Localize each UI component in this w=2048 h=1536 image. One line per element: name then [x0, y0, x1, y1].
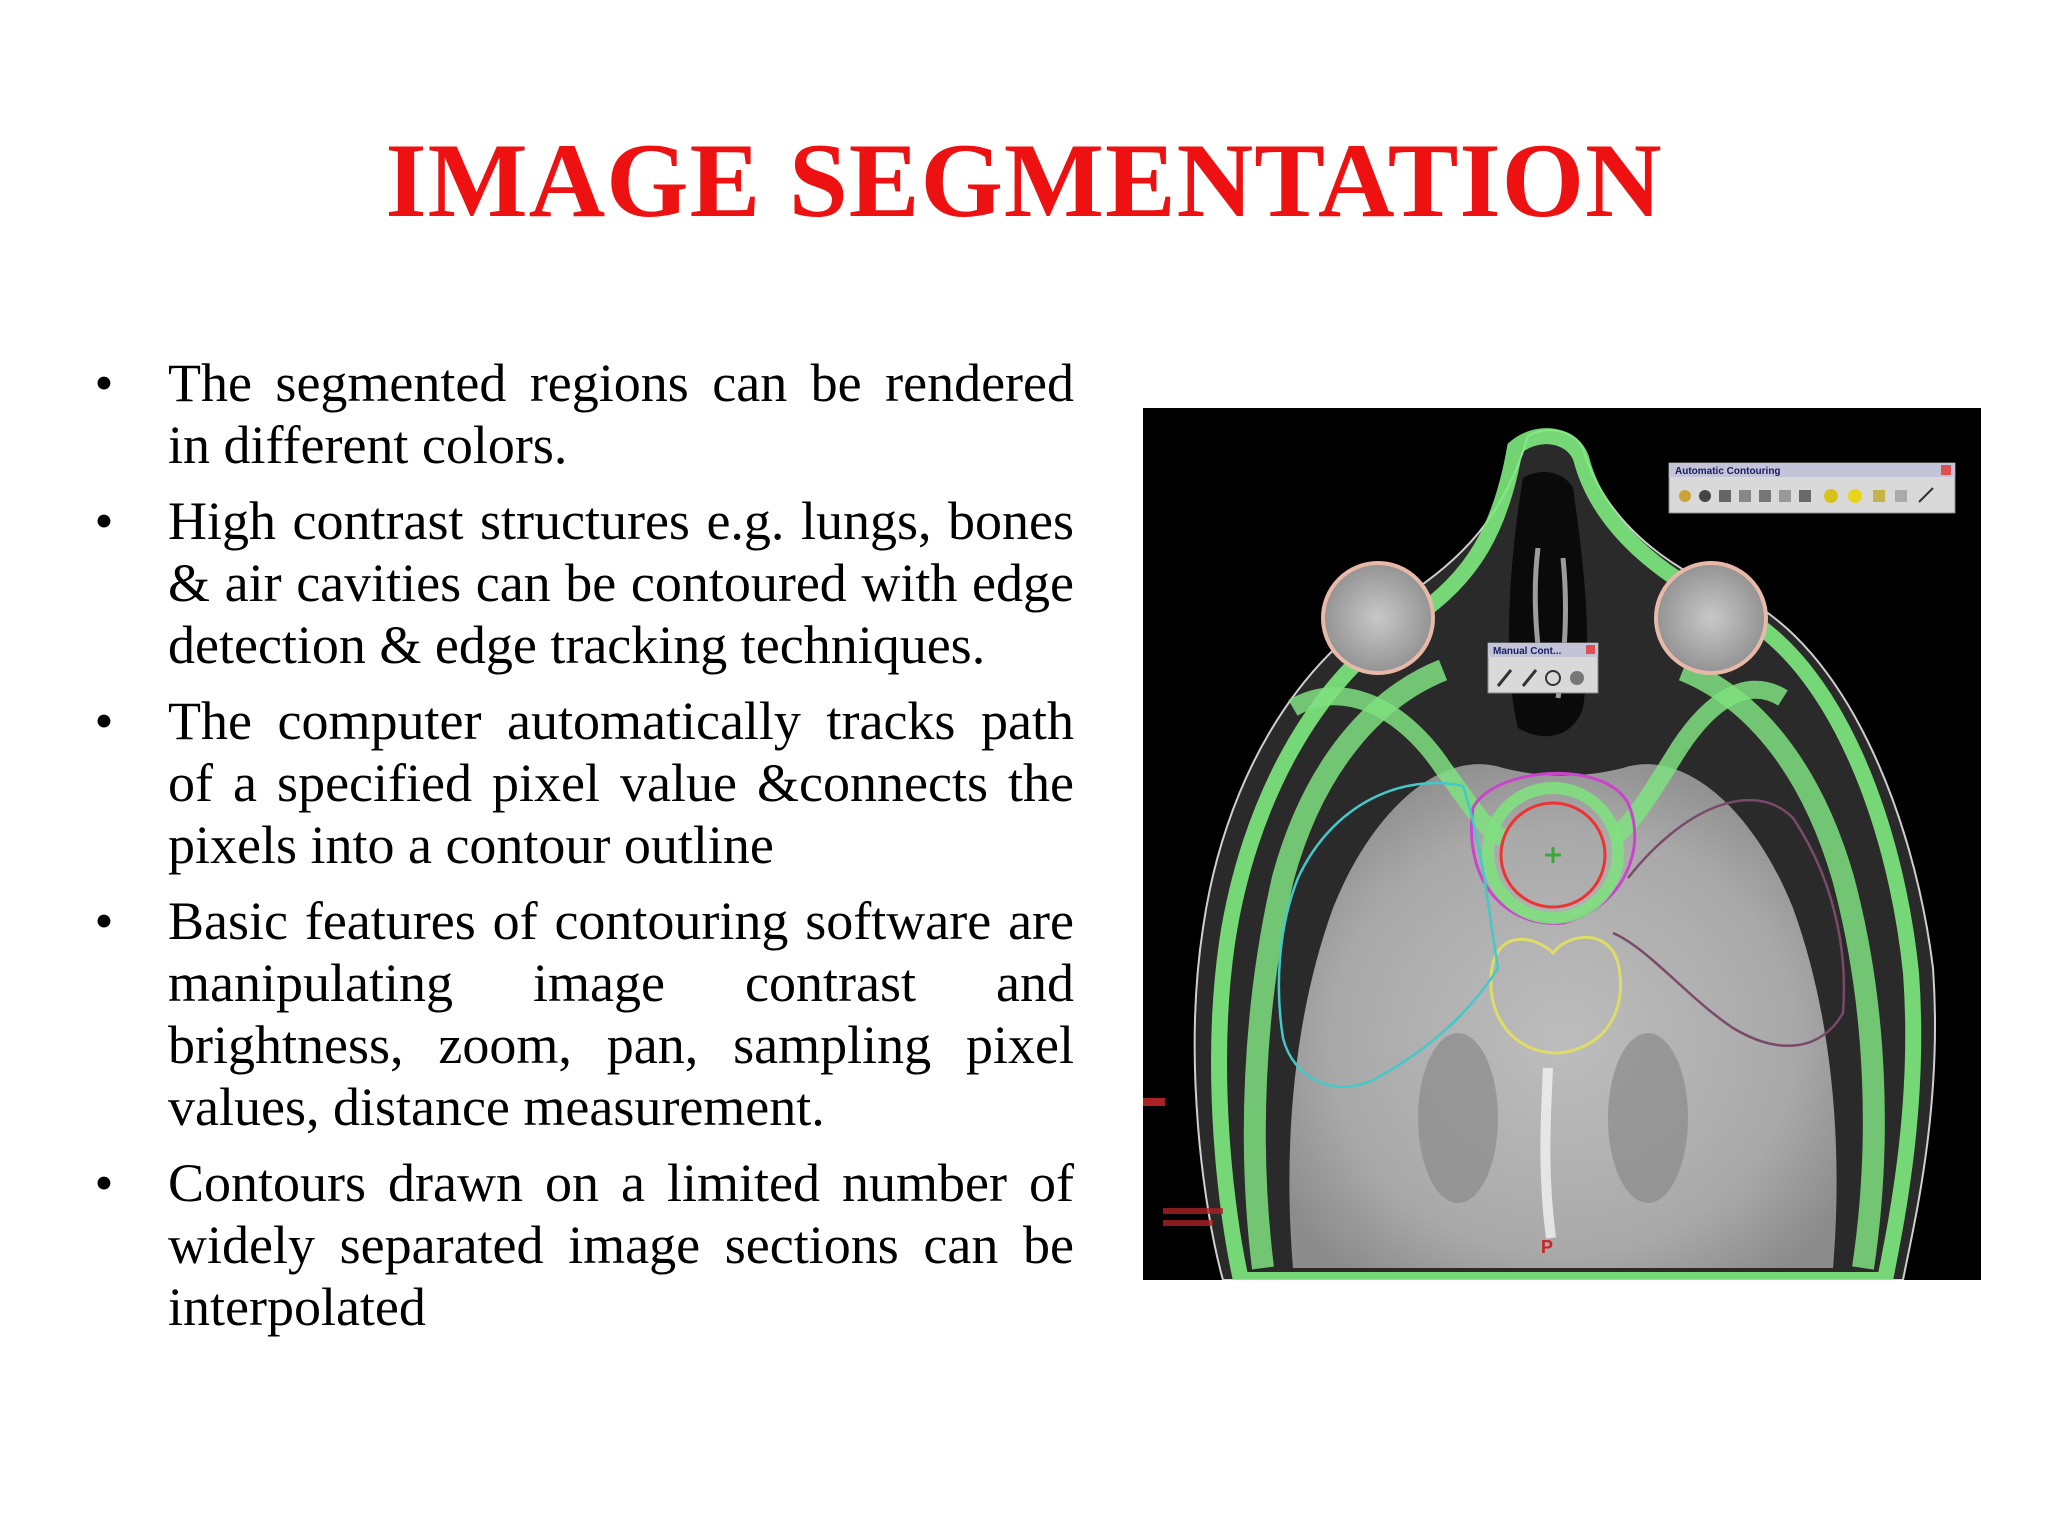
bullet-item: [84, 1152, 1074, 1338]
manual-toolbar-title: Manual Cont...: [1493, 646, 1562, 657]
slide-title: IMAGE SEGMENTATION: [385, 122, 1663, 239]
tool-icon[interactable]: [1759, 490, 1771, 502]
bullet-marker: •: [94, 491, 114, 551]
tool-icon[interactable]: [1824, 489, 1838, 503]
bullet-item: [84, 690, 1074, 876]
bullet-list: [84, 352, 1074, 1352]
bullet-marker: •: [94, 353, 114, 413]
tool-icon[interactable]: [1848, 489, 1862, 503]
brain-tissue: [1289, 764, 1836, 1268]
bullet-item: [84, 352, 1074, 476]
bullet-text: The computer automatically tracks path of a specified pixel value &connects the pixels into a contour outline: [168, 691, 1074, 875]
close-icon[interactable]: [1586, 645, 1595, 654]
bullet-marker: •: [94, 1153, 114, 1213]
posterior-marker: P: [1541, 1237, 1554, 1257]
tool-icon[interactable]: [1739, 490, 1751, 502]
bullet-item: [84, 890, 1074, 1138]
left-eye: [1323, 563, 1433, 673]
bullet-text: Contours drawn on a limited number of widely separated image sections can be interpolated: [168, 1153, 1074, 1337]
ct-scan-image: [1143, 408, 1981, 1280]
bullet-text: Basic features of contouring software are manipulating image contrast and brightness, zoom, pan, sampling pixel values, distance measurement.: [168, 891, 1074, 1137]
tool-icon[interactable]: [1779, 490, 1791, 502]
manual-contouring-toolbar[interactable]: [1488, 643, 1598, 693]
tool-icon[interactable]: [1699, 490, 1711, 502]
bullet-marker: •: [94, 891, 114, 951]
nasal-cavity: [1509, 472, 1587, 736]
ct-scan-figure: [1143, 408, 1981, 1280]
tool-icon[interactable]: [1679, 490, 1691, 502]
automatic-contouring-toolbar[interactable]: [1669, 463, 1955, 513]
right-eye: [1656, 563, 1766, 673]
bullet-marker: •: [94, 691, 114, 751]
tool-icon[interactable]: [1719, 490, 1731, 502]
automatic-toolbar-title: Automatic Contouring: [1675, 466, 1781, 477]
bullet-text: The segmented regions can be rendered in different colors.: [168, 353, 1074, 475]
tool-icon[interactable]: [1873, 490, 1885, 502]
tool-icon[interactable]: [1570, 671, 1584, 685]
tool-icon[interactable]: [1799, 490, 1811, 502]
bullet-text: High contrast structures e.g. lungs, bones & air cavities can be contoured with edge detection & edge tracking techniques.: [168, 491, 1074, 675]
tool-icon[interactable]: [1895, 490, 1907, 502]
bullet-item: [84, 490, 1074, 676]
close-icon[interactable]: [1941, 465, 1951, 475]
